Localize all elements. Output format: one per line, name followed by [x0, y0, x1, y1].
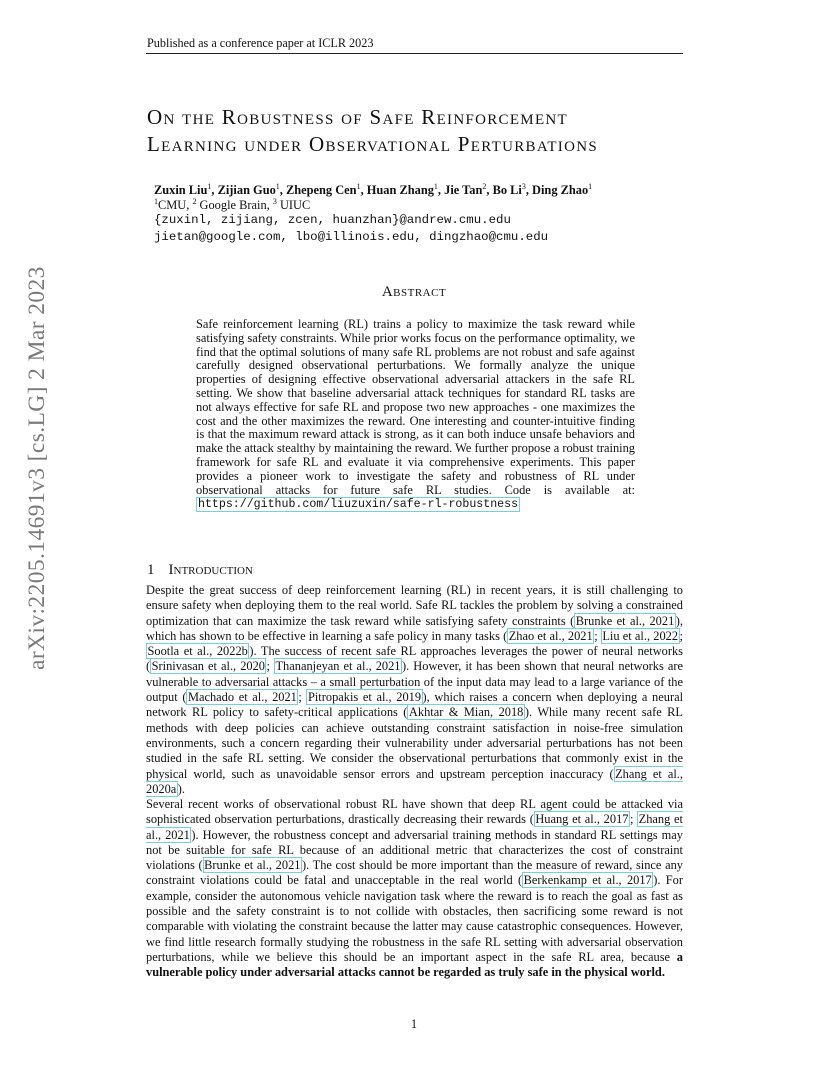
section-number: 1: [147, 562, 155, 578]
author-list: Zuxin Liu$^1$, Zijian Guo$^1$, Zhepeng Cen$^1$, Huan Zhang$^1$, Jie Tan$^2$, Bo Li$^3$, Ding Zhao$^1$: [154, 182, 593, 198]
intro-paragraph-1: Despite the great success of deep reinforcement learning (RL) in recent years, it is still challenging to ensure safety when deploying them to the real world. Safe RL tackles the problem by solving a constrained optimization that can maximize the task reward while satisfying safety constraints ( Brunke et al., 2021 ), which has shown to be effective in learning a safe policy in many tasks ( Zhao et al., 2021 ; Liu et al., 2022 ; Sootla et al., 2022b ). The success of recent safe RL approaches leverages the power of neural networks ( Srinivasan et al., 2020 ; Thananjeyan et al., 2021 ). However, it has been shown that neural networks are vulnerable to adversarial attacks – a small perturbation of the input data may lead to a large variance of the output ( Machado et al., 2021 ; Pitropakis et al., 2019 ), which raises a concern when deploying a neural network RL policy to safety-critical applications ( Akhtar & Mian, 2018 ). While many recent safe RL methods with deep policies can achieve outstanding constraint satisfaction in noise-free simulation environments, such a concern regarding their vulnerability under adversarial perturbations has not been studied in the safe RL setting. We consider the observational perturbations that commonly exist in the physical world, such as unavoidable sensor errors and upstream perception inaccuracy ( Zhang et al., 2020a ).: [146, 583, 684, 796]
author-name: Huan Zhang: [366, 183, 434, 198]
citation-link[interactable]: Liu et al., 2022: [602, 628, 679, 643]
affiliations: [154, 197, 310, 213]
citation-link[interactable]: Thananjeyan et al., 2021: [275, 659, 401, 674]
author-affil-mark: 1: [588, 182, 593, 191]
author-affil-mark: 1: [356, 182, 361, 191]
section-title: Introduction: [168, 562, 253, 578]
affil-text: Google Brain,: [196, 198, 273, 213]
paragraph-text: Several recent works of observational robust RL have shown that deep RL agent could be attacked via sophisticated observation perturbations, drastically decreasing their rewards (: [146, 797, 683, 827]
author-affil-mark: 3: [521, 182, 526, 191]
citation-link[interactable]: Berkenkamp et al., 2017: [523, 873, 652, 888]
affil-text: CMU,: [158, 198, 193, 213]
arxiv-stamp: [20, 266, 54, 670]
email-line-2: jietan@google.com, lbo@illinois.edu, dingzhao@cmu.edu: [154, 230, 549, 244]
paragraph-text: ). The success of recent safe RL approaches leverages the power of neural networks (: [146, 644, 683, 674]
affil-mark: 1: [154, 197, 158, 206]
citation-link[interactable]: Pitropakis et al., 2019: [307, 690, 422, 705]
paragraph-text: ), which raises a concern when deploying a neural network RL policy to safety-critical applications (: [146, 690, 684, 720]
abstract-heading: Abstract: [381, 284, 447, 300]
title-line-2: Learning under Observational Perturbations: [147, 132, 598, 156]
citation-link[interactable]: Machado et al., 2021: [187, 690, 297, 705]
intro-paragraph-2: Several recent works of observational robust RL have shown that deep RL agent could be attacked via sophisticated observation perturbations, drastically decreasing their rewards ( Huang et al., 2017 ; Zhang et al., 2021 ). However, the robustness concept and adversarial training methods in standard RL settings may not be suitable for safe RL because of an additional metric that characterizes the cost of constraint violations ( Brunke et al., 2021 ). The cost should be more important than the measure of reward, since any constraint violations could be fatal and unacceptable in the real world ( Berkenkamp et al., 2017 ). For example, consider the autonomous vehicle navigation task where the reward is to reach the goal as fast as possible and the safety constraint is to not collide with obstacles, then sacrificing some reward is not comparable with violating the constraint because the latter may cause catastrophic consequences. However, we find little research formally studying the robustness in the safe RL setting with adversarial observation perturbations, while we believe this should be an important aspect in the safe RL area, because a vulnerable policy under adversarial attacks cannot be regarded as truly safe in the physical world.: [146, 797, 683, 980]
section-heading: [147, 562, 253, 579]
author-affil-mark: 1: [207, 182, 212, 191]
code-link[interactable]: https://github.com/liuzuxin/safe-rl-robustness: [198, 498, 519, 512]
author-affil-mark: 2: [482, 182, 487, 191]
author-affil-mark: 1: [433, 182, 438, 191]
author-name: Bo Li: [492, 183, 522, 198]
header-rule: [146, 53, 683, 54]
author-name: Zuxin Liu: [154, 183, 208, 198]
author-name: Zijian Guo: [217, 183, 276, 198]
author-name: Ding Zhao: [532, 183, 589, 198]
author-name: Zhepeng Cen: [285, 183, 357, 198]
citation-link[interactable]: Zhang et al., 2021: [146, 812, 683, 842]
citation-link[interactable]: Akhtar & Mian, 2018: [408, 705, 524, 720]
citation-link[interactable]: Brunke et al., 2021: [575, 613, 675, 628]
affil-text: UIUC: [276, 198, 311, 213]
running-header: Published as a conference paper at ICLR 2023: [147, 36, 374, 50]
affil-mark: 3: [272, 197, 277, 206]
abstract-body: [196, 318, 635, 512]
paragraph-text: ). For example, consider the autonomous vehicle navigation task where the reward is to reach the goal as fast as possible and the safety constraint is to not collide with obstacles, then sacrificing some reward is not comparable with violating the constraint because the latter may cause catastrophic consequences. However, we find little research formally studying the robustness in the safe RL setting with adversarial observation perturbations, while we believe this should be an important aspect in the safe RL area, because: [146, 873, 683, 964]
author-affil-mark: 1: [275, 182, 280, 191]
citation-link[interactable]: Zhang et al., 2020a: [146, 766, 683, 796]
author-name: Jie Tan: [444, 183, 483, 198]
paragraph-text: ).: [177, 781, 186, 796]
email-line-1: {zuxinl, zijiang, zcen, huanzhan}@andrew.cmu.edu: [154, 213, 511, 227]
paper-title: [147, 104, 687, 158]
paragraph-text: ). The cost should be more important than the measure of reward, since any constraint violations could be fatal and unacceptable in the real world (: [146, 858, 683, 888]
title-line-1: On the Robustness of Safe Reinforcement: [147, 105, 568, 129]
paragraph-text: Despite the great success of deep reinforcement learning (RL) in recent years, it is still challenging to ensure safety when deploying them to the real world. Safe RL tackles the problem by solving a constrained optimization that can maximize the task reward while satisfying safety constraints (: [146, 583, 683, 628]
citation-link[interactable]: Zhao et al., 2021: [508, 628, 593, 643]
abstract-text: Safe reinforcement learning (RL) trains a policy to maximize the task reward while satisfying safety constraints. While prior works focus on the performance optimality, we find that the optimal solutions of many safe RL problems are not robust and safe against carefully designed observational perturbations. We formally analyze the unique properties of designing effective observational adversarial attackers in the safe RL setting. We show that baseline adversarial attack techniques for standard RL tasks are not always effective for safe RL and propose two new approaches - one maximizes the cost and the other maximizes the reward. One interesting and counter-intuitive finding is that the maximum reward attack is strong, as it can both induce unsafe behaviors and make the attack stealthy by maintaining the reward. We further propose a robust training framework for safe RL and evaluate it via comprehensive experiments. This paper provides a pioneer work to investigate the safety and robustness of RL under observational attacks for future safe RL studies. Code is available at:: [196, 317, 635, 497]
paragraph-text: ). However, it has been shown that neural networks are vulnerable to adversarial attacks – a small perturbation of the input data may lead to a large variance of the output (: [146, 659, 683, 705]
paragraph-text: ), which has shown to be effective in learning a safe policy in many tasks (: [146, 613, 683, 643]
page-number: 1: [410, 1017, 418, 1031]
arxiv-stamp-text: arXiv:2205.14691v3 [cs.LG] 2 Mar 2023: [24, 266, 50, 670]
citation-link[interactable]: Huang et al., 2017: [535, 812, 629, 827]
affil-mark: 2: [192, 197, 197, 206]
citation-link[interactable]: Brunke et al., 2021: [204, 858, 301, 873]
citation-link[interactable]: Sootla et al., 2022b: [147, 644, 248, 659]
paragraph-text: ). However, the robustness concept and adversarial training methods in standard RL settings may not be suitable for safe RL because of an additional metric that characterizes the cost of constraint violations (: [146, 827, 683, 873]
paragraph-text: ). While many recent safe RL methods with deep policies can achieve outstanding constraint satisfaction in noise-free simulation environments, such a concern regarding their vulnerability under adversarial perturbations has not been studied in the safe RL setting. We consider the observational perturbations that commonly exist in the physical world, such as unavoidable sensor errors and upstream perception inaccuracy (: [146, 705, 683, 781]
emphasis-text: a vulnerable policy under adversarial attacks cannot be regarded as truly safe in the physical world.: [146, 949, 683, 980]
citation-link[interactable]: Srinivasan et al., 2020: [151, 659, 265, 674]
